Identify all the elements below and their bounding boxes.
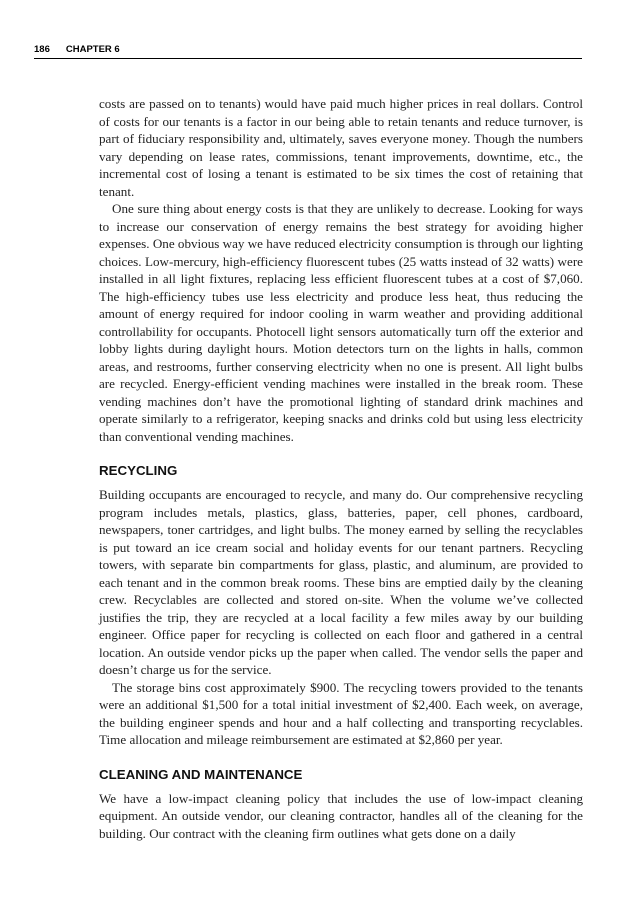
section-heading-recycling: RECYCLING <box>99 463 178 478</box>
page-body <box>99 95 583 842</box>
paragraph: One sure thing about energy costs is that they are unlikely to decrease. Looking for ways to increase our conservation of energy remains the best strategy for avoiding higher expenses. One obvious way we have reduced electricity consumption is through our lighting choices. Low-mercury, high-efficiency fluorescent tubes (25 watts instead of 32 watts) were installed in all light fixtures, replacing less efficient fluorescent tubes at a cost of $7,060. The high-efficiency tubes use less electricity and produce less heat, thus reducing the amount of energy required for indoor cooling in warm weather and providing additional controllability for occupants. Photocell light sensors automatically turn off the exterior and lobby lights during daylight hours. Motion detectors turn on the lights in halls, common areas, and restrooms, further conserving electricity when no one is present. All light bulbs are recycled. Energy-efficient vending machines were installed in the break room. These vending machines don’t have the promotional lighting of standard drink machines and operate similarly to a refrigerator, keeping snacks and drinks cold but using less electricity than conventional vending machines. <box>99 201 583 444</box>
page-number: 186 <box>34 44 50 55</box>
section-heading-cleaning: CLEANING AND MAINTENANCE <box>99 766 303 782</box>
paragraph: costs are passed on to tenants) would have paid much higher prices in real dollars. Control of costs for our tenants is a factor in our being able to retain tenants and reduce turnover, is part of fiduciary responsibility and, ultimately, saves everyone money. Though the numbers vary depending on lease rates, commissions, tenant improvements, downtime, etc., the incremental cost of losing a tenant is estimated to be six times the cost of retaining that tenant. <box>99 96 583 199</box>
running-header <box>34 44 582 59</box>
paragraph: The storage bins cost approximately $900. The recycling towers provided to the tenants were an additional $1,500 for a total initial investment of $2,400. Each week, on average, the building engineer spends and hour and a half collecting and transporting recyclables. Time allocation and mileage reimbursement are estimated at $2,860 per year. <box>99 679 583 747</box>
paragraph: We have a low-impact cleaning policy that includes the use of low-impact cleaning equipment. An outside vendor, our cleaning contractor, handles all of the cleaning for the building. Our contract with the cleaning firm outlines what gets done on a daily <box>99 790 583 841</box>
chapter-label: CHAPTER 6 <box>65 44 120 55</box>
paragraph: Building occupants are encouraged to recycle, and many do. Our comprehensive recycling program includes metals, plastics, glass, batteries, paper, cell phones, cardboard, newspapers, toner cartridges, and light bulbs. The money earned by selling the recyclables is put toward an ice cream social and holiday events for our tenant partners. Recycling towers, with separate bin compartments for glass, plastic, and aluminum, are provided to each tenant and in the common break rooms. These bins are emptied daily by the cleaning crew. Recyclables are collected and stored on-site. When the volume we’ve collected justifies the trip, they are recycled at a local facility a few miles away by our building engineer. Office paper for recycling is collected on each floor and gathered in a central location. An outside vendor picks up the paper when called. The vendor sells the paper and doesn’t charge us for the service. <box>99 487 583 677</box>
